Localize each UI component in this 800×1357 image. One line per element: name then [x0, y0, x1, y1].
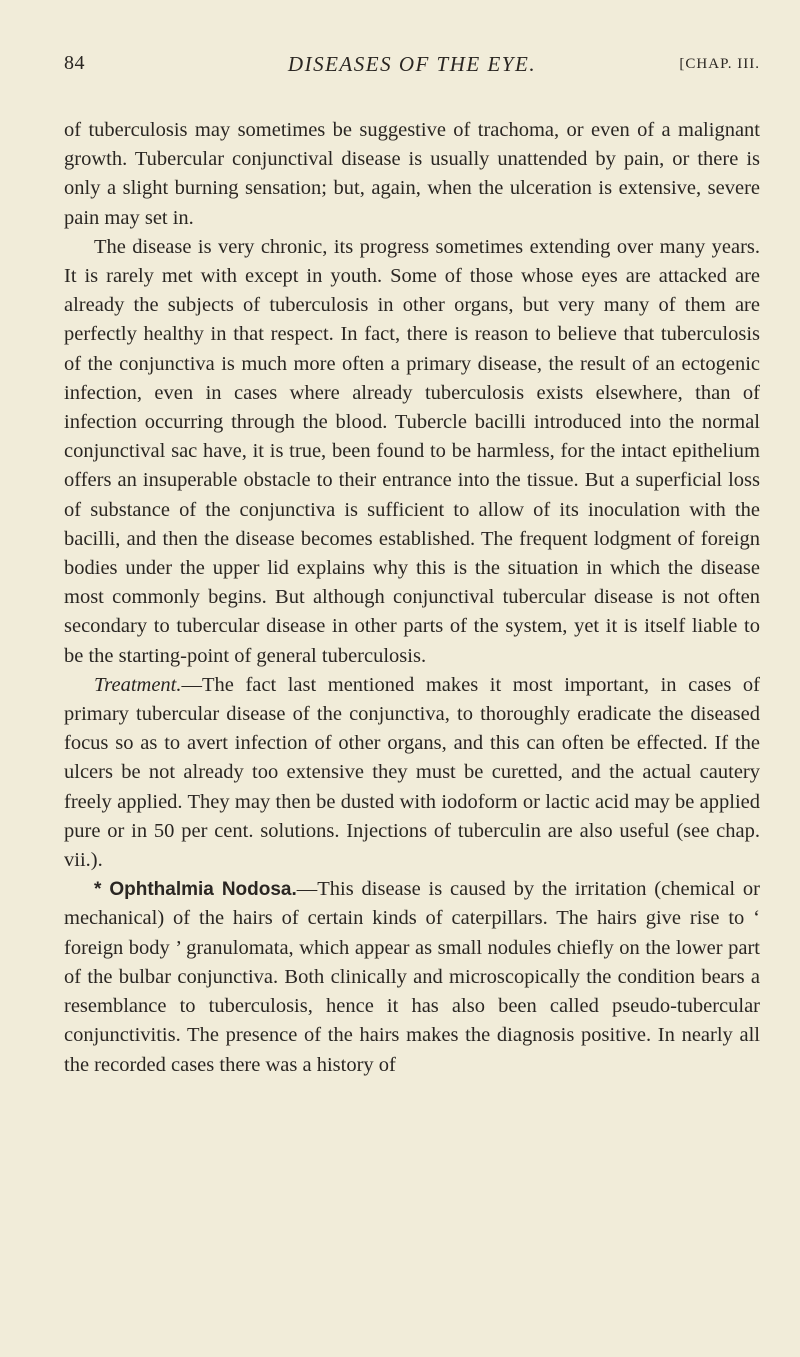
paragraph-disease-course: The disease is very chronic, its progress sometimes extending over many years. It is rarely met with except in youth. Some of those whose eyes are attacked are already the subjects of tuberculosis in other organs, but very many of them are perfectly healthy in that respect. In fact, there is reason to believe that tuberculosis of the conjunctiva is much more often a primary disease, the result of an ectogenic infection, even in cases where already tuberculosis exists elsewhere, than of infection occurring through the blood. Tubercle bacilli introduced into the normal conjunctival sac have, it is true, been found to be harmless, for the intact epithelium offers an insuperable obstacle to their entrance into the tissue. But a superficial loss of substance of the conjunctiva is sufficient to allow of its inoculation with the bacilli, and then the disease becomes established. The frequent lodgment of foreign bodies under the upper lid explains why this is the situation in which the disease most commonly begins. But although conjunctival tubercular disease is not often secondary to tubercular disease in other parts of the system, yet it is itself liable to be the starting-point of general tuberculosis. [64, 235, 760, 667]
paragraph-ophthalmia-nodosa [64, 875, 760, 1079]
treatment-heading: Treatment. [94, 673, 182, 696]
page-header [64, 44, 760, 84]
paragraph-treatment [64, 671, 760, 875]
chapter-reference: [CHAP. III. [679, 56, 760, 72]
treatment-text: —The fact last mentioned makes it most important, in cases of primary tubercular disease of the conjunctiva, to thoroughly eradicate the diseased focus so as to avert infection of other organs, and this can often be effected. If the ulcers be not already too extensive they must be curetted, and the actual cautery freely applied. They may then be dusted with iodoform or lactic acid may be applied pure or in 50 per cent. solutions. Injections of tuberculin are also useful (see chap. vii.). [64, 673, 760, 872]
page-number: 84 [64, 52, 85, 74]
body-text [64, 116, 760, 1080]
running-title: DISEASES OF THE EYE. [287, 52, 537, 76]
paragraph-continuation: of tuberculosis may sometimes be suggestive of trachoma, or even of a malignant growth. Tubercular conjunctival disease is usually unattended by pain, or there is only a slight burning sensation; but, again, when the ulceration is extensive, severe pain may set in. [64, 119, 760, 229]
ophthalmia-nodosa-heading: * Ophthalmia Nodosa. [94, 879, 297, 901]
ophthalmia-nodosa-text: —This disease is caused by the irritation (chemical or mechanical) of the hairs of certain kinds of caterpillars. The hairs give rise to ‘ foreign body ’ granulomata, which appear as small nodules chiefly on the lower part of the bulbar conjunctiva. Both clinically and microscopically the condition bears a resemblance to tuberculosis, hence it has also been called pseudo-tubercular conjunctivitis. The presence of the hairs makes the diagnosis positive. In nearly all the recorded cases there was a history of [64, 878, 760, 1076]
